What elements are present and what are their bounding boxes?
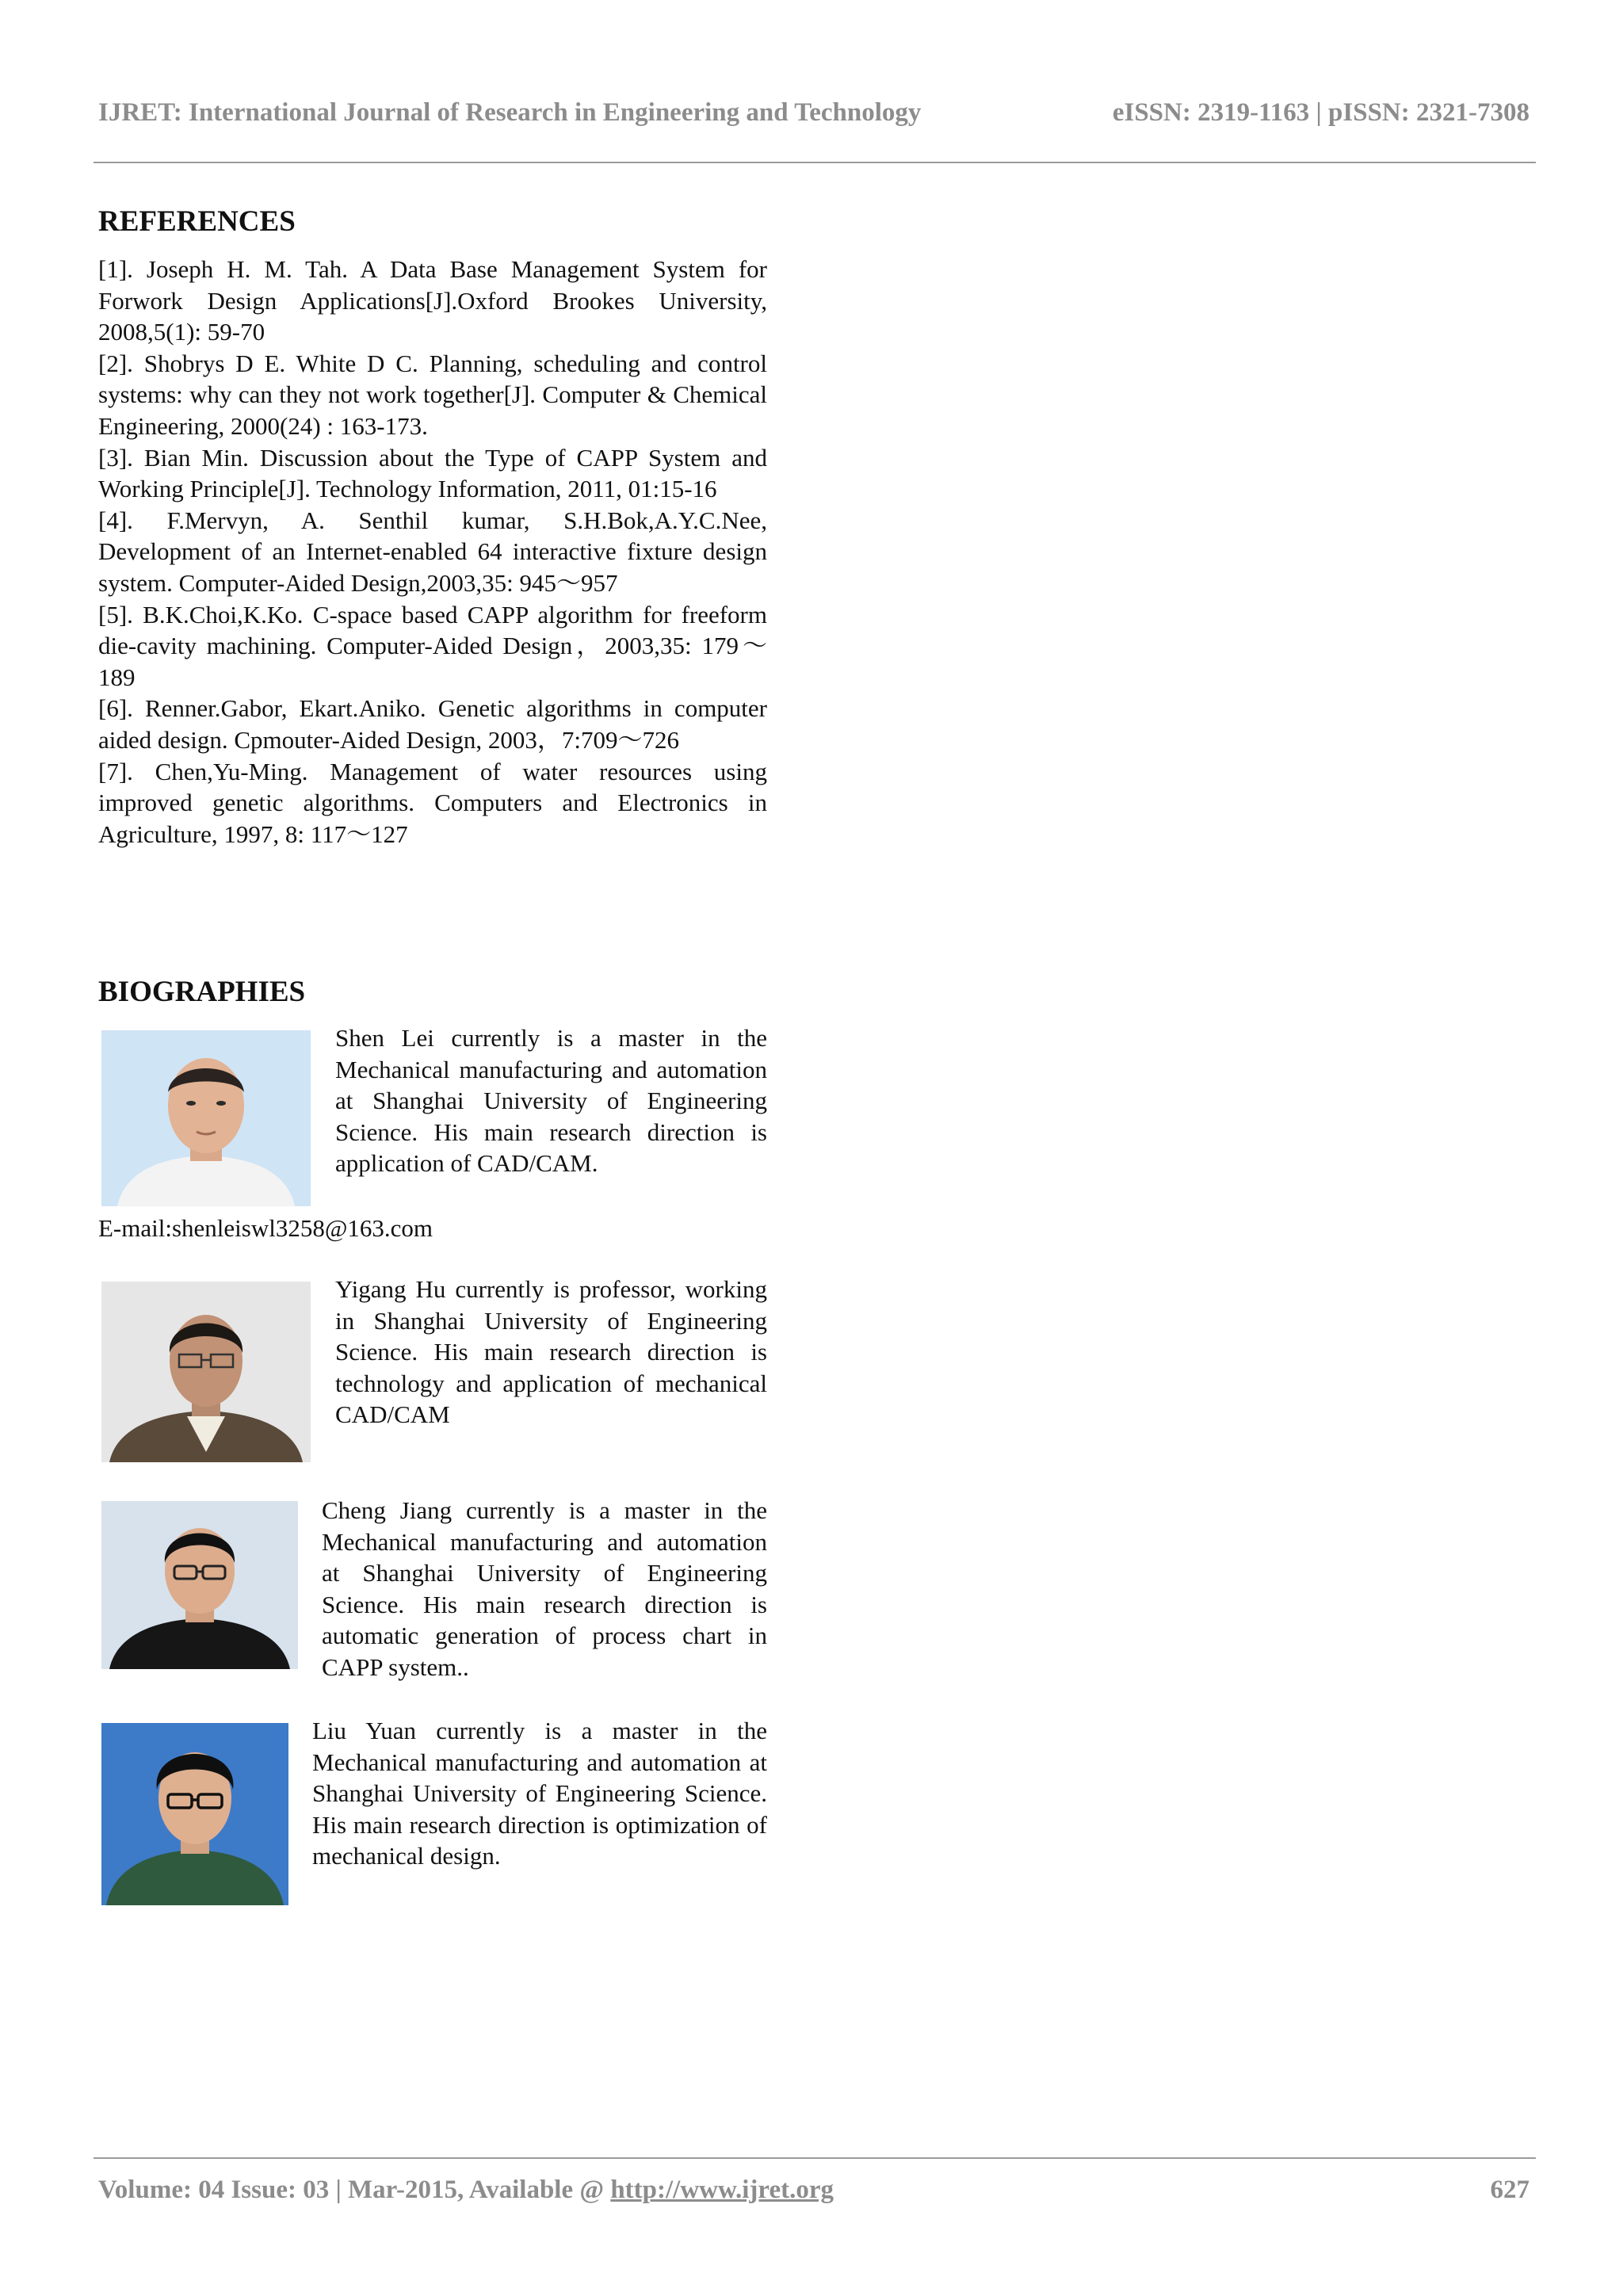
- bio-text-liu-yuan: Liu Yuan currently is a master in the Mechanical manufacturing and automation at Shanghai University of Engineering Science. His main research direction is optimization of mechanical design.: [312, 1717, 767, 1870]
- header-rule: [94, 162, 1536, 163]
- references-heading: REFERENCES: [98, 205, 296, 238]
- biographies-heading: BIOGRAPHIES: [98, 976, 306, 1008]
- footer-volume-text: Volume: 04 Issue: 03 | Mar-2015, Available @: [98, 2176, 611, 2204]
- author-photo-cheng-jiang: [101, 1501, 298, 1669]
- author-photo-liu-yuan: [101, 1723, 288, 1905]
- bio-text-cheng-jiang: Cheng Jiang currently is a master in the Mechanical manufacturing and automation at Shanghai University of Engineering Science. His main research direction is automatic generation of process chart in CAPP system..: [322, 1496, 767, 1681]
- reference-item: [2]. Shobrys D E. White D C. Planning, scheduling and control systems: why can they not work together[J]. Computer & Chemical Engineering, 2000(24) : 163-173.: [98, 349, 767, 440]
- issn: eISSN: 2319-1163 | pISSN: 2321-7308: [1112, 98, 1529, 127]
- reference-item: [6]. Renner.Gabor, Ekart.Aniko. Genetic algorithms in computer aided design. Cpmouter-Aided Design, 2003，7:709～726: [98, 694, 767, 754]
- footer-volume: [98, 2176, 834, 2205]
- reference-item: [1]. Joseph H. M. Tah. A Data Base Management System for Forwork Design Applications[J].Oxford Brookes University, 2008,5(1): 59-70: [98, 255, 767, 346]
- author-photo-shen-lei: [101, 1030, 311, 1206]
- reference-item: [4]. F.Mervyn, A. Senthil kumar, S.H.Bok,A.Y.C.Nee, Development of an Internet-enabled 64 interactive fixture design system. Computer-Aided Design,2003,35: 945～957: [98, 506, 767, 597]
- footer-rule: [94, 2157, 1536, 2159]
- author-photo-yigang-hu: [101, 1282, 311, 1462]
- reference-item: [3]. Bian Min. Discussion about the Type of CAPP System and Working Principle[J]. Technology Information, 2011, 01:15-16: [98, 443, 767, 503]
- reference-item: [7]. Chen,Yu-Ming. Management of water resources using improved genetic algorithms. Computers and Electronics in Agriculture, 1997, 8: 117～127: [98, 757, 767, 848]
- references-list: [98, 254, 767, 850]
- reference-item: [5]. B.K.Choi,K.Ko. C-space based CAPP algorithm for freeform die-cavity machining. Computer-Aided Design，2003,35: 179～189: [98, 600, 767, 691]
- journal-link[interactable]: http://www.ijret.org: [610, 2176, 834, 2204]
- bio-email-shen-lei: E-mail:shenleiswl3258@163.com: [98, 1214, 433, 1242]
- journal-title: IJRET: International Journal of Research in Engineering and Technology: [98, 98, 922, 127]
- page-number: 627: [1490, 2176, 1529, 2204]
- bio-text-shen-lei: Shen Lei currently is a master in the Mechanical manufacturing and automation at Shanghai University of Engineering Science. His main research direction is application of CAD/CAM.: [335, 1024, 767, 1178]
- bio-text-yigang-hu: Yigang Hu currently is professor, working in Shanghai University of Engineering Science. His main research direction is technology and application of mechanical CAD/CAM: [335, 1275, 767, 1429]
